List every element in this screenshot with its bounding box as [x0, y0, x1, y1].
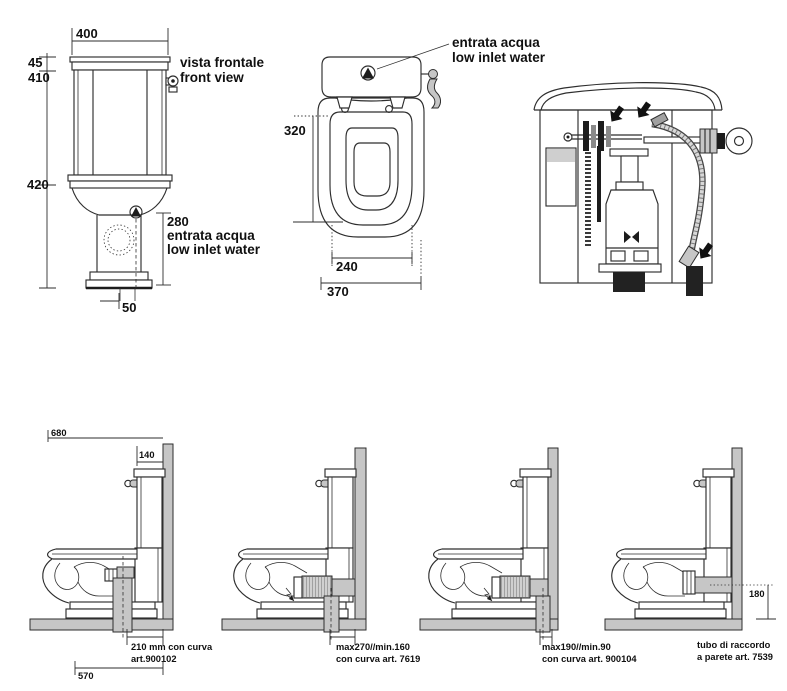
cistern-front — [68, 57, 178, 188]
dim-320-label: 320 — [284, 123, 306, 138]
floor — [605, 619, 742, 630]
dim-240-label: 240 — [336, 259, 358, 274]
dim-370-label: 370 — [327, 284, 349, 299]
side-flush-knob — [726, 128, 752, 154]
inlet-note-en: low inlet water — [452, 50, 546, 65]
water-inlet-icon — [130, 206, 142, 218]
outlet-note-line1: tubo di raccordo — [697, 640, 771, 650]
dimension-680 — [48, 428, 163, 442]
inlet-knockout-circle — [104, 225, 134, 255]
installation-view-1 — [30, 428, 213, 681]
outlet-note-line1: max270//min.160 — [336, 642, 410, 652]
outlet-note-line2: a parete art. 7539 — [697, 652, 773, 662]
dim-45-label: 45 — [28, 55, 43, 70]
installation-view-2 — [222, 448, 420, 664]
outlet-note-line1: max190//min.90 — [542, 642, 611, 652]
front-view-diagram — [20, 15, 270, 320]
dimension-180 — [749, 585, 776, 619]
outlet-note-line2: art.900102 — [131, 654, 177, 664]
dimension-210 — [127, 629, 213, 664]
installation-views-diagram — [0, 420, 787, 691]
dimension-570 — [75, 661, 163, 681]
dimension-top-width — [72, 26, 168, 55]
bowl-front — [72, 188, 167, 301]
floor — [222, 619, 366, 630]
installation-view-3 — [420, 448, 637, 664]
dim-140-label: 140 — [139, 450, 155, 460]
dim-280-label: 280 — [167, 214, 189, 229]
dimension-inlet-height — [156, 213, 261, 285]
dim-420-label: 420 — [27, 177, 49, 192]
inlet-note-it: entrata acqua — [167, 228, 255, 243]
dim-400-label: 400 — [76, 26, 98, 41]
installation-view-4 — [605, 448, 776, 662]
dim-50-label: 50 — [122, 300, 137, 315]
top-view-diagram — [278, 25, 548, 310]
outlet-note-line2: con curva art. 7619 — [336, 654, 421, 664]
dimension-max270 — [330, 629, 420, 664]
dim-570-label: 570 — [78, 671, 94, 681]
dimension-max190 — [540, 629, 637, 664]
dimension-140 — [137, 446, 163, 466]
dim-180-label: 180 — [749, 589, 765, 599]
wall — [355, 448, 366, 630]
cistern-mechanism-diagram — [520, 75, 775, 310]
bottom-inlet-fitting — [686, 266, 703, 296]
outlet-note-line2: con curva art. 900104 — [542, 654, 637, 664]
seat-top — [318, 98, 424, 237]
floor — [30, 619, 173, 630]
inlet-note-en: low inlet water — [167, 242, 261, 257]
inlet-note-it: entrata acqua — [452, 35, 540, 50]
dimension-heights — [27, 53, 56, 288]
dim-680-label: 680 — [51, 428, 67, 438]
dim-410-label: 410 — [28, 70, 50, 85]
outlet-note-line1: 210 mm con curva — [131, 642, 213, 652]
valve-base — [613, 272, 645, 292]
front-view-title-it: vista frontale — [180, 55, 265, 70]
cistern-top — [322, 57, 441, 108]
dimension-outlet-offset — [100, 293, 136, 315]
pull-handle — [421, 70, 441, 109]
front-view-title-en: front view — [180, 70, 244, 85]
